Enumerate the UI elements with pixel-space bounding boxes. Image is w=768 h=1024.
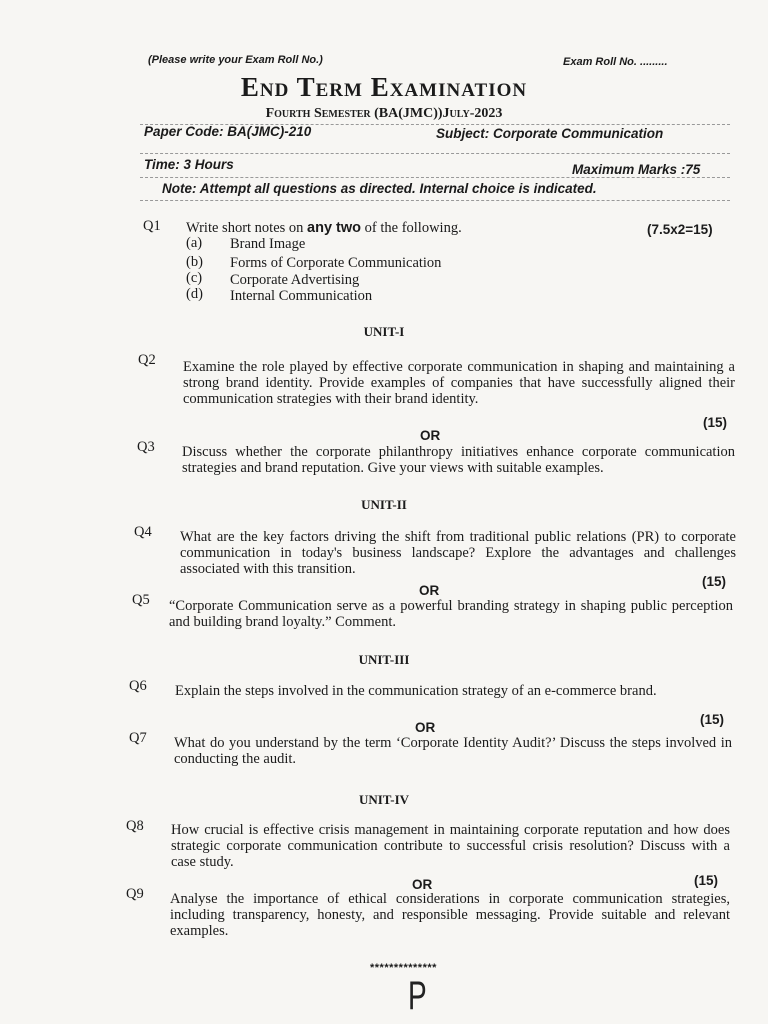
option-text: Forms of Corporate Communication — [230, 255, 442, 271]
divider — [140, 177, 730, 178]
question-text: How crucial is effective crisis management in maintaining corporate reputation and how does strategic corporate communication contribute to successful crisis resolution? Discuss with a case study. — [171, 822, 730, 870]
time-allowed: Time: 3 Hours — [144, 157, 234, 172]
question-text: Discuss whether the corporate philanthropy initiatives enhance corporate communication strategies and brand reputation. Give your views with suitable examples. — [182, 444, 735, 476]
divider — [140, 200, 730, 201]
divider — [140, 153, 730, 154]
question-number: Q9 — [126, 886, 144, 902]
question-number: Q8 — [126, 818, 144, 834]
question-number: Q4 — [134, 524, 152, 540]
unit-heading: UNIT-III — [358, 652, 410, 667]
unit-heading: UNIT-IV — [358, 792, 410, 807]
unit-heading: UNIT-I — [363, 324, 405, 339]
question-text: Analyse the importance of ethical considerations in corporate communication strategies, including transparency, honesty, and responsible messaging. Provide suitable and relevant examples. — [170, 891, 730, 939]
option-text: Corporate Advertising — [230, 272, 360, 288]
question-text: “Corporate Communication serve as a powerful branding strategy in shaping public perception and building brand loyalty.” Comment. — [169, 598, 733, 630]
option-text: Internal Communication — [230, 288, 373, 304]
option-label: (b) — [186, 254, 203, 270]
roll-number-note: (Please write your Exam Roll No.) — [148, 54, 323, 66]
question-text: What do you understand by the term ‘Corporate Identity Audit?’ Discuss the steps involved in conducting the audit. — [174, 735, 732, 767]
or-separator: OR — [419, 583, 440, 598]
question-number: Q3 — [137, 439, 155, 455]
exam-title: End Term Examination — [240, 72, 528, 102]
question-number: Q2 — [138, 352, 156, 368]
option-text: Brand Image — [230, 236, 306, 252]
instructions-note: Note: Attempt all questions as directed. Internal choice is indicated. — [162, 181, 597, 196]
question-marks: (7.5x2=15) — [647, 222, 713, 237]
or-separator: OR — [420, 428, 441, 443]
option-label: (c) — [186, 270, 203, 286]
question-marks: (15) — [703, 415, 728, 430]
option-label: (d) — [186, 286, 203, 302]
subject: Subject: Corporate Communication — [436, 126, 664, 141]
option-label: (a) — [186, 235, 203, 251]
paper-code: Paper Code: BA(JMC)-210 — [144, 124, 312, 139]
exam-roll-label: Exam Roll No. ......... — [563, 56, 668, 68]
question-number: Q5 — [132, 592, 150, 608]
exam-subtitle: Fourth Semester (BA(JMC))July-2023 — [265, 106, 503, 121]
question-text: Explain the steps involved in the communication strategy of an e-commerce brand. — [175, 683, 657, 699]
or-separator: OR — [412, 877, 433, 892]
question-marks: (15) — [700, 712, 725, 727]
question-marks: (15) — [694, 873, 719, 888]
question-number: Q7 — [129, 730, 147, 746]
unit-heading: UNIT-II — [361, 497, 407, 512]
end-marker: ************** — [370, 962, 437, 974]
question-marks: (15) — [702, 574, 727, 589]
question-text: Examine the role played by effective corporate communication in shaping and maintaining a strong brand identity. Provide examples of companies that have successfully aligned their communication strategies with their brand identity. — [183, 359, 735, 407]
or-separator: OR — [415, 720, 436, 735]
question-text: Write short notes on any two of the following. — [186, 220, 462, 236]
maximum-marks: Maximum Marks :75 — [572, 162, 701, 177]
handwritten-mark: P — [408, 974, 427, 1018]
question-text: What are the key factors driving the shift from traditional public relations (PR) to corporate communication in today's business landscape? Explore the advantages and challenges associated with this transition. — [180, 529, 736, 577]
question-number: Q1 — [143, 218, 161, 234]
question-number: Q6 — [129, 678, 147, 694]
